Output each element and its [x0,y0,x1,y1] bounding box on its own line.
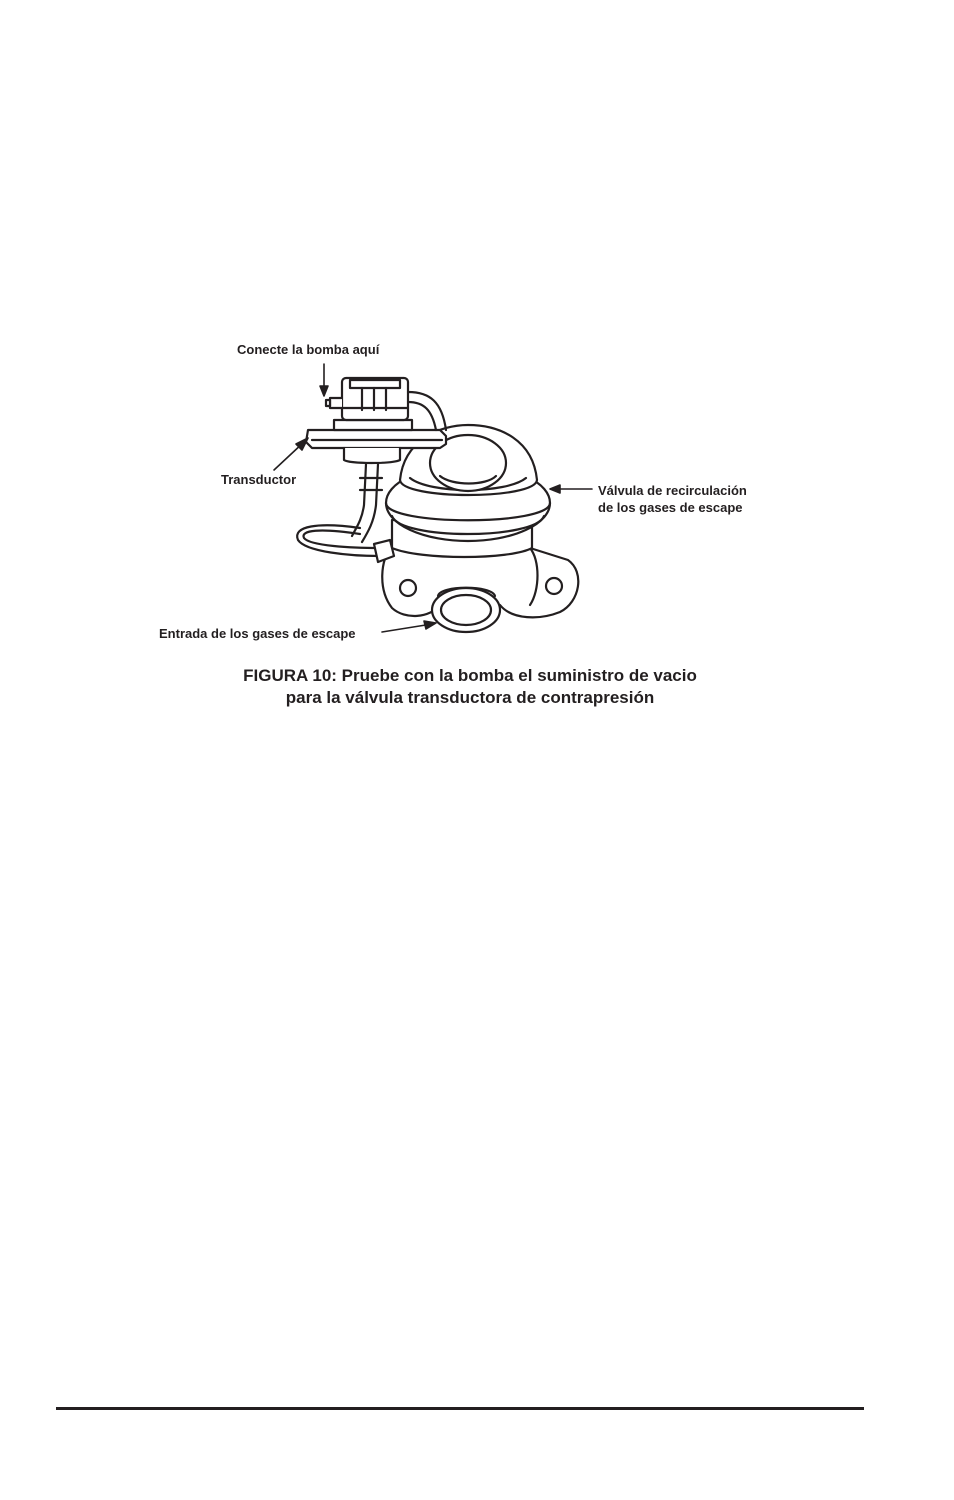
label-transducer: Transductor [221,472,297,487]
vacuum-hose-top [408,392,446,430]
label-exhaust-inlet: Entrada de los gases de escape [159,626,356,641]
leader-egr [550,485,592,493]
figure-caption-line2: para la válvula transductora de contrapresión [285,688,655,707]
label-egr-valve-line2: de los gases de escape [598,500,743,515]
leader-pump [320,364,328,396]
leader-inlet [382,621,436,632]
inlet-port [432,588,500,632]
feedback-tube [297,525,394,562]
label-egr-valve [598,482,747,516]
vacuum-nipple [326,398,342,408]
egr-valve-illustration [0,0,954,660]
label-egr-valve-line1: Válvula de recirculación [598,483,747,498]
label-connect-pump: Conecte la bomba aquí [237,342,380,357]
leader-transducer [274,438,308,470]
figure-caption-line1: FIGURA 10: Pruebe con la bomba el suministro de vacio [243,666,697,685]
vacuum-hose-lower [352,464,382,542]
footer-divider [56,1407,864,1410]
figure-caption [190,665,750,709]
